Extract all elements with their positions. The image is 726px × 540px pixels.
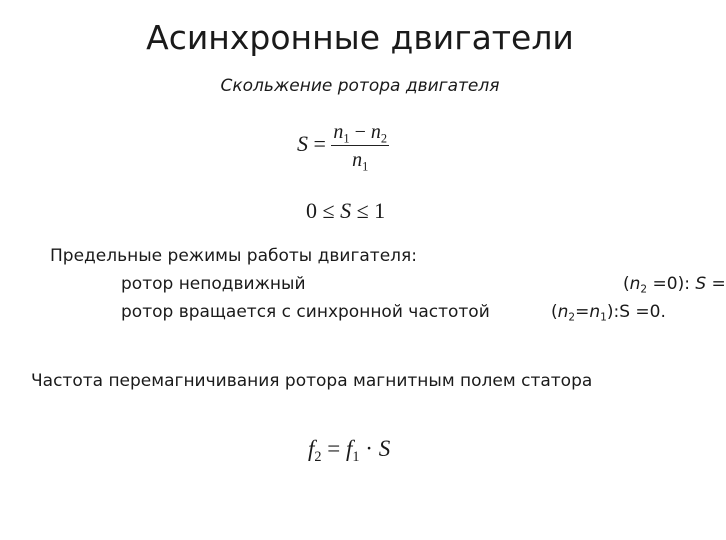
slip-fraction-numerator: $n_1 - n_2$ [333, 121, 388, 146]
mode1-label: ротор неподвижный [121, 274, 306, 294]
slip-formula-lhs: S [297, 131, 308, 157]
slip-fraction [331, 121, 389, 174]
slip-fraction-denominator: $n_1$ [352, 149, 369, 174]
inequality-le2: ≤ [356, 198, 369, 223]
frequency-formula: $f_2 = f_1 \cdot S$ [308, 436, 391, 465]
inequality-le1: ≤ [322, 198, 335, 223]
slide-title: Асинхронные двигатели [146, 18, 574, 57]
mode1-result: S = [695, 274, 726, 294]
inequality-high: 1 [374, 198, 386, 223]
slip-inequality [306, 198, 385, 224]
slip-formula-eq: = [313, 131, 326, 157]
limit-modes-heading: Предельные режимы работы двигателя: [50, 246, 417, 266]
mode1-condition: $(n_2 =0)$: S = [623, 274, 726, 296]
inequality-low: 0 [306, 198, 317, 223]
inequality-var: S [340, 198, 352, 223]
slide-subtitle: Скольжение ротора двигателя [220, 76, 500, 96]
frequency-text: Частота перемагничивания ротора магнитным полем статора [31, 371, 593, 391]
slip-formula [297, 121, 389, 174]
mode2-label: ротор вращается с синхронной частотой [121, 302, 490, 322]
mode2-condition: $(n_2=n_1):S =0$. [551, 302, 666, 324]
